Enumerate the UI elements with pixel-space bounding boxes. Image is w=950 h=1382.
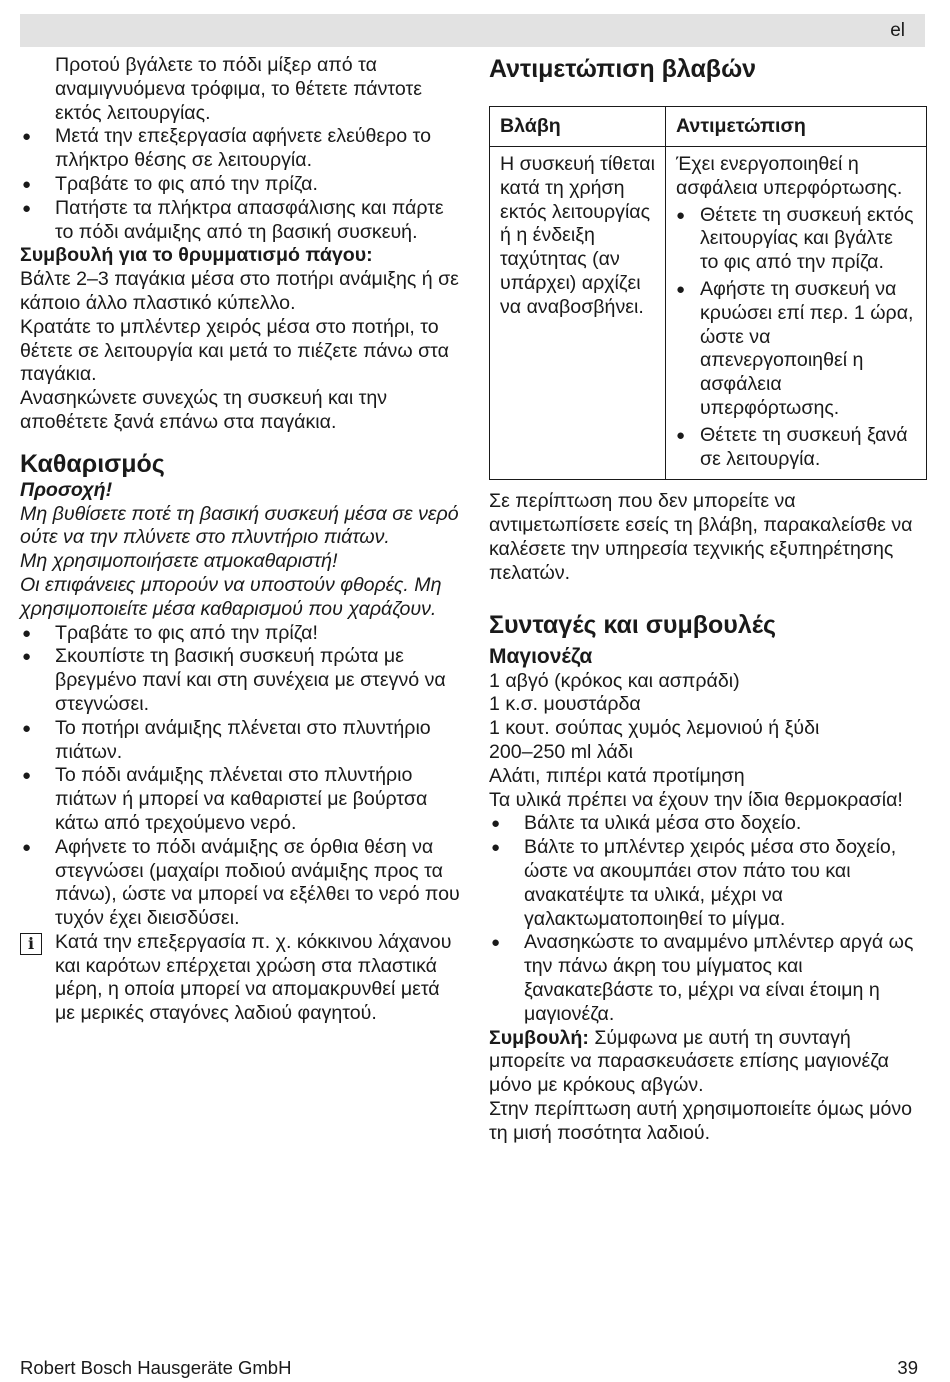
service-text: Σε περίπτωση που δεν μπορείτε να αντιμετωπίσετε εσείς τη βλάβη, παρακαλείσθε να καλέσετε την υπηρεσία τεχνικής εξυπηρέτησης πελατών. [489, 490, 913, 584]
ingredient: 1 κουτ. σούπας χυμός λεμονιού ή ξύδι [489, 717, 820, 740]
ingredient: 200–250 ml λάδι [489, 740, 633, 763]
mayonnaise-heading: Μαγιονέζα [489, 644, 593, 668]
intro-continuation: Προτού βγάλετε το πόδι μίξερ από τα αναμιγνυόμενα τρόφιμα, το θέτετε πάντοτε εκτός λειτουργίας. [55, 54, 422, 124]
cleaning-heading: Καθαρισμός [20, 449, 165, 478]
list-item: ● Ανασηκώστε το αναμμένο μπλέντερ αργά ως την πάνω άκρη του μίγματος και ξανακατεβάστε το, μέχρι να είναι έτοιμη η μαγιονέζα. [489, 931, 929, 1026]
recipe-tip-2: Στην περίπτωση αυτή χρησιμοποιείτε όμως μόνο τη μισή ποσότητα λαδιού. [489, 1097, 913, 1144]
footer-company: Robert Bosch Hausgeräte GmbH [20, 1357, 292, 1378]
list-item: ● Τραβάτε το φις από την πρίζα! [20, 622, 460, 646]
info-note [20, 931, 460, 1026]
header-bar [20, 14, 925, 47]
list-item: ● Σκουπίστε τη βασική συσκευή πρώτα με βρεγμένο πανί και στη συνέχεια με στεγνό να στεγνώσει. [20, 645, 460, 716]
cause-text: Έχει ενεργοποιηθεί η ασφάλεια υπερφόρτωσης. [676, 153, 903, 199]
tip-text: Σύμφωνα με αυτή τη συνταγή μπορείτε να παρασκευάσετε επίσης μαγιονέζα μόνο με κρόκους αβγών. [489, 1026, 889, 1097]
tip-paragraph: Βάλτε 2–3 παγάκια μέσα στο ποτήρι ανάμιξης ή σε κάποιο άλλο πλαστικό κύπελλο. [20, 268, 459, 314]
caution-paragraph: Οι επιφάνειες μπορούν να υποστούν φθορές. Μη χρησιμοποιείτε μέσα καθαρισμού που χαράζουν. [20, 573, 442, 620]
recipe-tip [489, 1027, 929, 1098]
ingredient: Αλάτι, πιπέρι κατά προτίμηση [489, 764, 745, 787]
list-item: ● Θέτετε τη συσκευή εκτός λειτουργίας και βγάλτε το φις από την πρίζα. [676, 204, 916, 275]
remedy-cell [666, 147, 927, 480]
list-item: ● Το πόδι ανάμιξης πλένεται στο πλυντήριο πιάτων ή μπορεί να καθαριστεί με βούρτσα κάτω από τρεχούμενο νερό. [20, 764, 460, 835]
list-item: ● Θέτετε τη συσκευή ξανά σε λειτουργία. [676, 424, 916, 472]
caution-paragraph: Μη χρησιμοποιήσετε ατμοκαθαριστή! [20, 550, 338, 573]
tip-paragraph: Ανασηκώνετε συνεχώς τη συσκευή και την αποθέτετε ξανά επάνω στα παγάκια. [20, 387, 388, 433]
right-column [489, 54, 929, 1145]
ingredient: Τα υλικά πρέπει να έχουν την ίδια θερμοκρασία! [489, 788, 903, 811]
fault-cell: Η συσκευή τίθεται κατά τη χρήση εκτός λειτουργίας ή η ένδειξη ταχύτητας (αν υπάρχει) αρχίζει να αναβοσβήνει. [490, 147, 666, 480]
table-row [490, 147, 927, 480]
list-item: ● Βάλτε το μπλέντερ χειρός μέσα στο δοχείο, ώστε να ακουμπάει στον πάτο του και ανακατέψτε τα υλικά, μέχρι να γαλακτωματοποιηθεί το μίγμα. [489, 836, 929, 931]
info-text: Κατά την επεξεργασία π. χ. κόκκινου λάχανου και καρότων επέρχεται χρώση στα πλαστικά μέρη, η οποία μπορεί να απομακρυνθεί μετά με μερικές σταγόνες λαδιού φαγητού. [55, 930, 452, 1025]
list-item: ● Αφήνετε το πόδι ανάμιξης σε όρθια θέση να στεγνώσει (μαχαίρι ποδιού ανάμιξης προς τα πάνω), ώστε να μπορεί να εξέλθει το νερό που τυχόν έχει διεισδύσει. [20, 836, 460, 931]
troubleshooting-heading: Αντιμετώπιση βλαβών [489, 55, 757, 83]
list-item: ● Μετά την επεξεργασία αφήνετε ελεύθερο το πλήκτρο θέσης σε λειτουργία. [20, 125, 460, 173]
list-item: ● Το ποτήρι ανάμιξης πλένεται στο πλυντήριο πιάτων. [20, 717, 460, 765]
troubleshooting-table [489, 106, 927, 480]
page-number: 39 [897, 1357, 918, 1378]
left-column [20, 54, 460, 1026]
list-item: ● Τραβάτε το φις από την πρίζα. [20, 173, 460, 197]
list-item: ● Βάλτε τα υλικά μέσα στο δοχείο. [489, 812, 929, 836]
ingredient: 1 κ.σ. μουστάρδα [489, 693, 641, 716]
language-code: el [890, 20, 905, 41]
caution-paragraph: Μη βυθίσετε ποτέ τη βασική συσκευή μέσα σε νερό ούτε να την πλύνετε στο πλυντήριο πιάτων. [20, 502, 459, 549]
ingredient: 1 αβγό (κρόκος και ασπράδι) [489, 669, 740, 692]
table-header-remedy: Αντιμετώπιση [666, 107, 927, 147]
list-item: ● Πατήστε τα πλήκτρα απασφάλισης και πάρτε το πόδι ανάμιξης από τη βασική συσκευή. [20, 197, 460, 245]
tip-label: Συμβουλή: [489, 1026, 589, 1049]
tip-paragraph: Κρατάτε το μπλέντερ χειρός μέσα στο ποτήρι, το θέτετε σε λειτουργία και μετά το πιέζετε πάνω στα παγάκια. [20, 315, 449, 386]
info-icon: i [20, 933, 42, 955]
caution-title: Προσοχή! [20, 478, 113, 501]
list-item: ● Αφήστε τη συσκευή να κρυώσει επί περ. 1 ώρα, ώστε να απενεργοποιηθεί η ασφάλεια υπερφόρτωσης. [676, 278, 916, 421]
table-header-fault: Βλάβη [490, 107, 666, 147]
recipes-heading: Συνταγές και συμβουλές [489, 610, 776, 639]
tip-title: Συμβουλή για το θρυμματισμό πάγου: [20, 244, 373, 267]
